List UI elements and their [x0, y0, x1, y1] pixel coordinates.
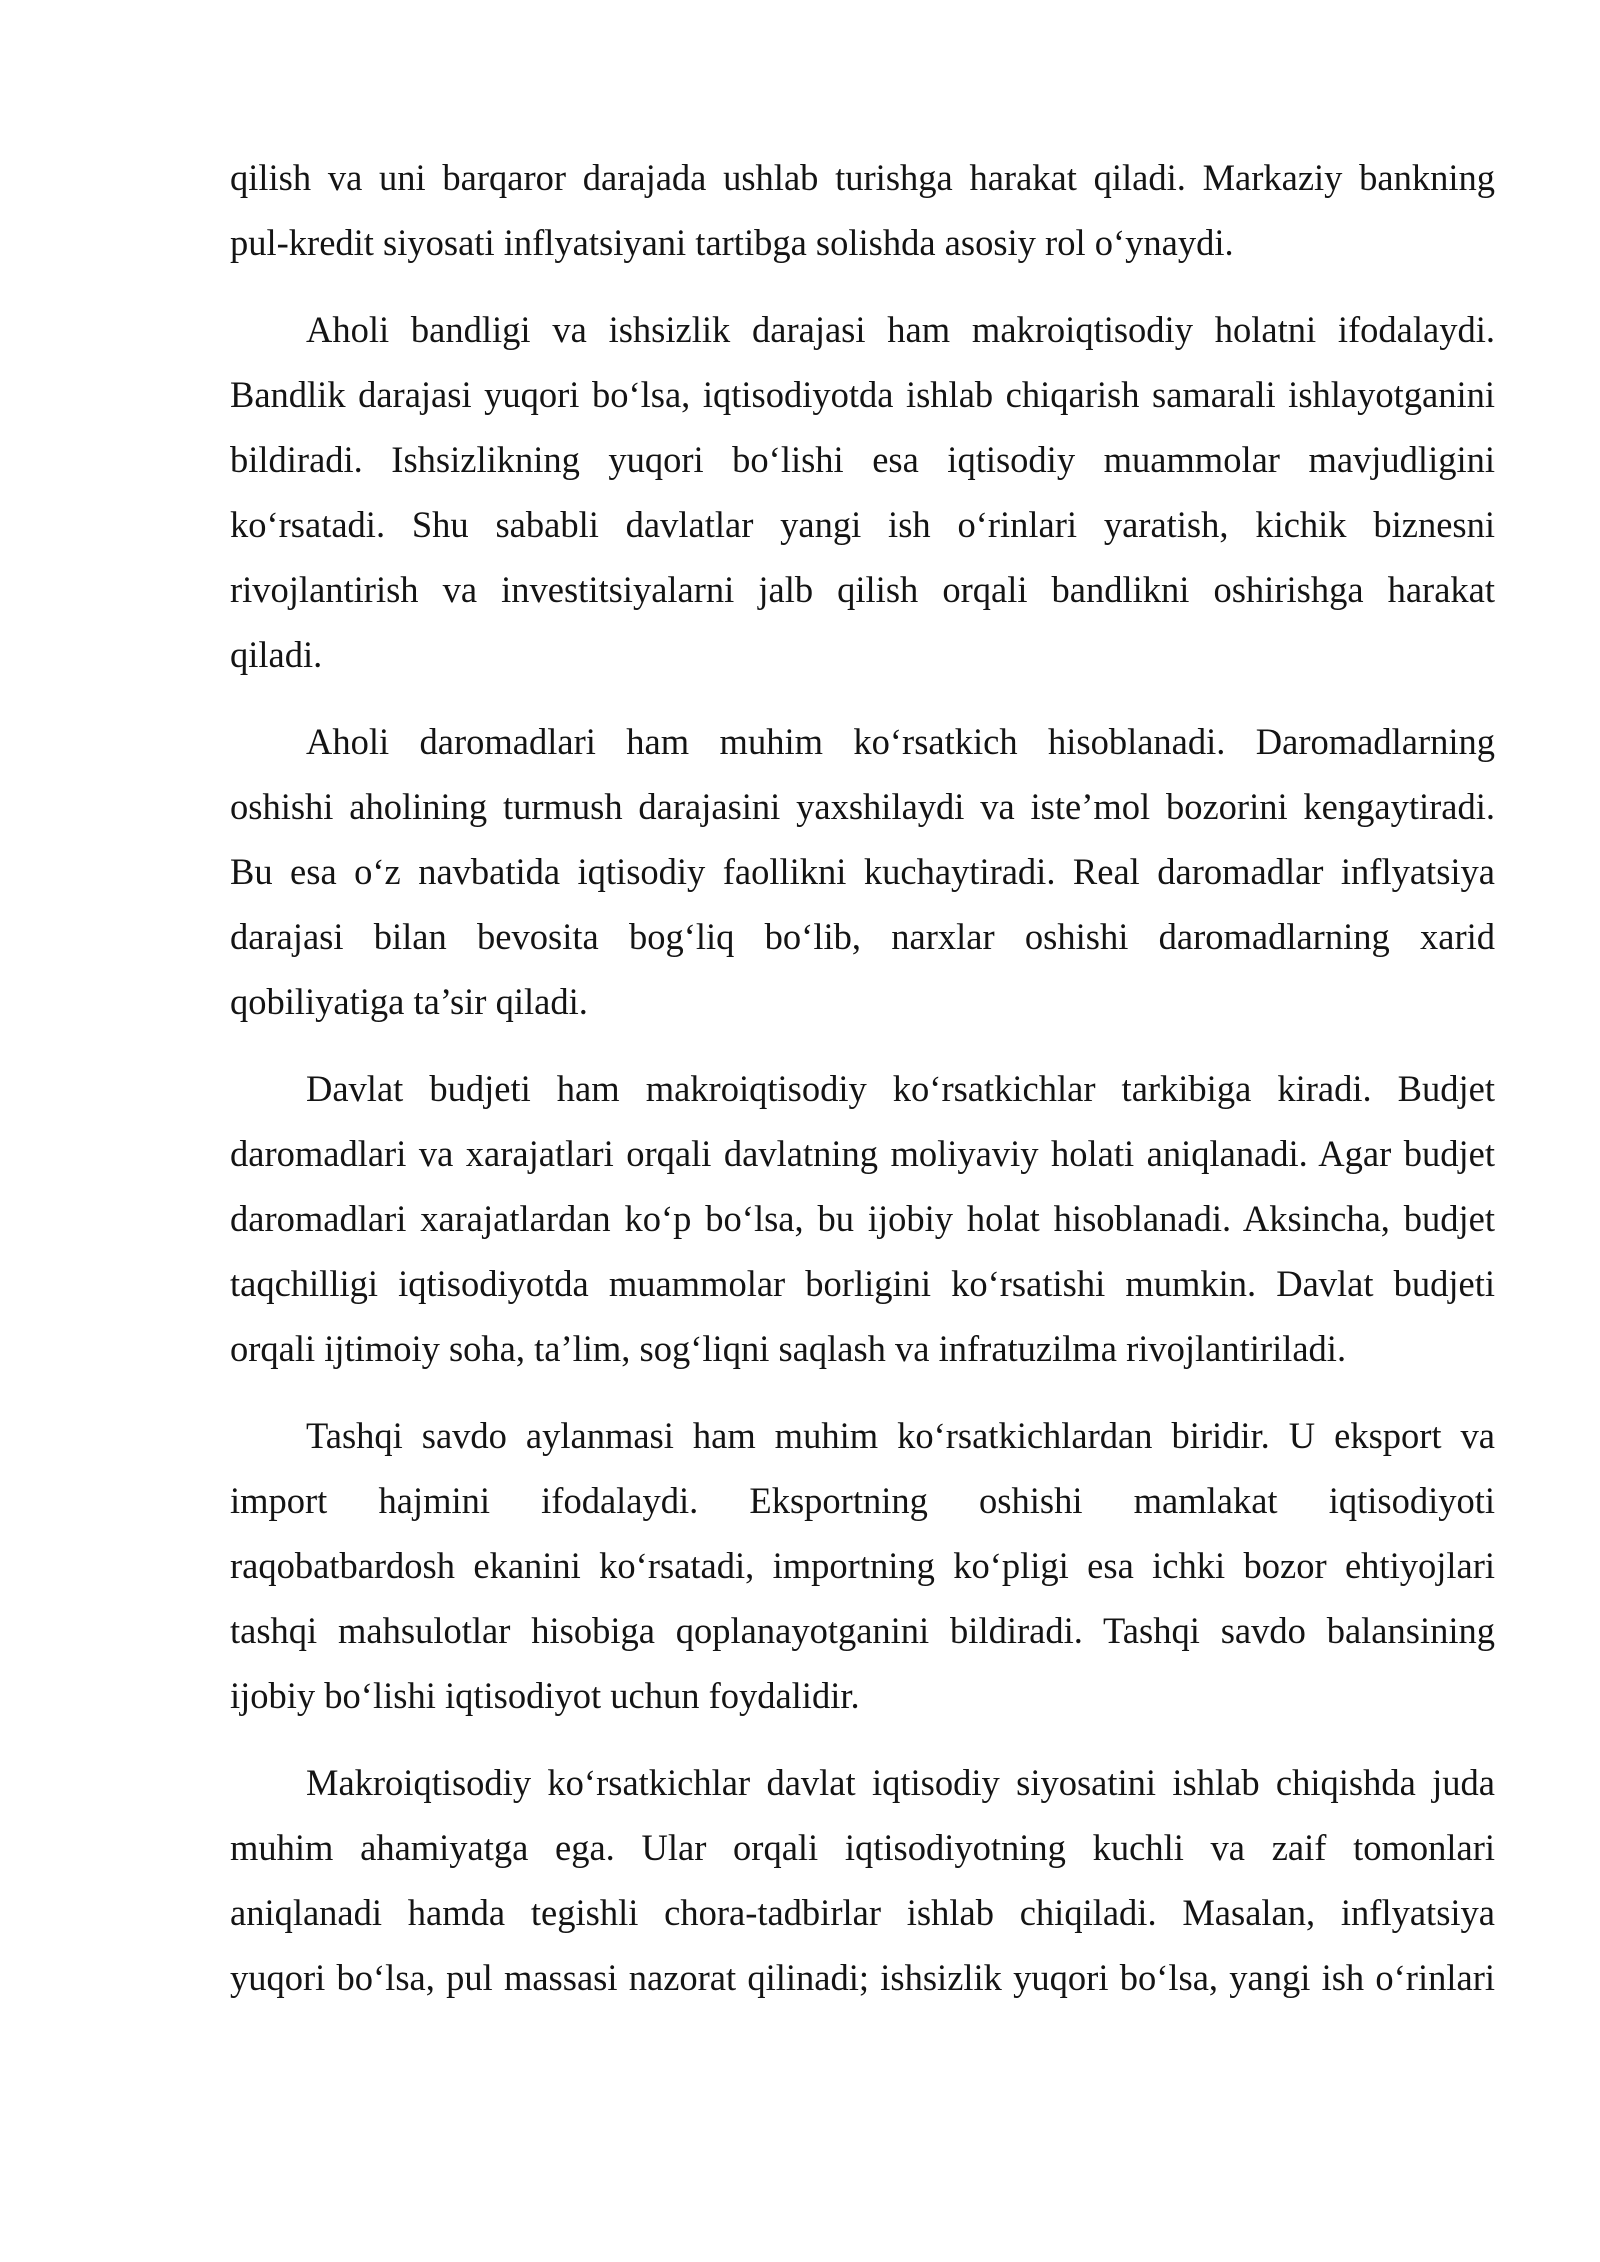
text-line: daromadlari xarajatlardan ko‘p bo‘lsa, bu ijobiy holat hisoblanadi. Aksincha, budjet: [230, 1198, 1495, 1239]
text-line: Davlat budjeti ham makroiqtisodiy ko‘rsatkichlar tarkibiga kiradi. Budjet: [306, 1068, 1495, 1109]
text-line: muhim ahamiyatga ega. Ular orqali iqtisodiyotning kuchli va zaif tomonlari: [230, 1827, 1495, 1868]
text-line: Makroiqtisodiy ko‘rsatkichlar davlat iqtisodiy siyosatini ishlab chiqishda juda: [306, 1762, 1495, 1803]
text-line: qilish va uni barqaror darajada ushlab turishga harakat qiladi. Markaziy bankning: [230, 157, 1495, 198]
text-line: qobiliyatiga ta’sir qiladi.: [230, 981, 588, 1022]
text-line: import hajmini ifodalaydi. Eksportning oshishi mamlakat iqtisodiyoti: [230, 1480, 1495, 1521]
text-line: tashqi mahsulotlar hisobiga qoplanayotganini bildiradi. Tashqi savdo balansining: [230, 1610, 1495, 1651]
text-line: qiladi.: [230, 634, 323, 675]
text-line: Aholi bandligi va ishsizlik darajasi ham makroiqtisodiy holatni ifodalaydi.: [306, 309, 1495, 350]
text-line: raqobatbardosh ekanini ko‘rsatadi, importning ko‘pligi esa ichki bozor ehtiyojlari: [230, 1545, 1495, 1586]
text-line: bildiradi. Ishsizlikning yuqori bo‘lishi esa iqtisodiy muammolar mavjudligini: [230, 439, 1495, 480]
text-line: ko‘rsatadi. Shu sababli davlatlar yangi ish o‘rinlari yaratish, kichik biznesni: [230, 504, 1495, 545]
paragraph: [230, 145, 1495, 275]
text-line: daromadlari va xarajatlari orqali davlatning moliyaviy holati aniqlanadi. Agar budjet: [230, 1133, 1495, 1174]
text-line: Bu esa o‘z navbatida iqtisodiy faollikni kuchaytiradi. Real daromadlar inflyatsiya: [230, 851, 1495, 892]
text-line: rivojlantirish va investitsiyalarni jalb qilish orqali bandlikni oshirishga harakat: [230, 569, 1495, 610]
text-line: aniqlanadi hamda tegishli chora-tadbirlar ishlab chiqiladi. Masalan, inflyatsiya: [230, 1892, 1495, 1933]
paragraph: [230, 1403, 1495, 1728]
text-line: pul-kredit siyosati inflyatsiyani tartibga solishda asosiy rol o‘ynaydi.: [230, 222, 1234, 263]
paragraph: [230, 1750, 1495, 2010]
text-line: yuqori bo‘lsa, pul massasi nazorat qilinadi; ishsizlik yuqori bo‘lsa, yangi ish o‘rinlari: [230, 1957, 1495, 1998]
text-line: Bandlik darajasi yuqori bo‘lsa, iqtisodiyotda ishlab chiqarish samarali ishlayotganini: [230, 374, 1495, 415]
paragraph: [230, 297, 1495, 687]
paragraph: [230, 709, 1495, 1034]
text-line: darajasi bilan bevosita bog‘liq bo‘lib, narxlar oshishi daromadlarning xarid: [230, 916, 1495, 957]
text-line: taqchilligi iqtisodiyotda muammolar borligini ko‘rsatishi mumkin. Davlat budjeti: [230, 1263, 1495, 1304]
text-line: Tashqi savdo aylanmasi ham muhim ko‘rsatkichlardan biridir. U eksport va: [306, 1415, 1495, 1456]
paragraph: [230, 1056, 1495, 1381]
body-text: [230, 145, 1495, 2010]
text-line: orqali ijtimoiy soha, ta’lim, sog‘liqni saqlash va infratuzilma rivojlantiriladi.: [230, 1328, 1347, 1369]
text-line: oshishi aholining turmush darajasini yaxshilaydi va iste’mol bozorini kengaytiradi.: [230, 786, 1495, 827]
text-line: Aholi daromadlari ham muhim ko‘rsatkich hisoblanadi. Daromadlarning: [306, 721, 1495, 762]
text-line: ijobiy bo‘lishi iqtisodiyot uchun foydalidir.: [230, 1675, 860, 1716]
